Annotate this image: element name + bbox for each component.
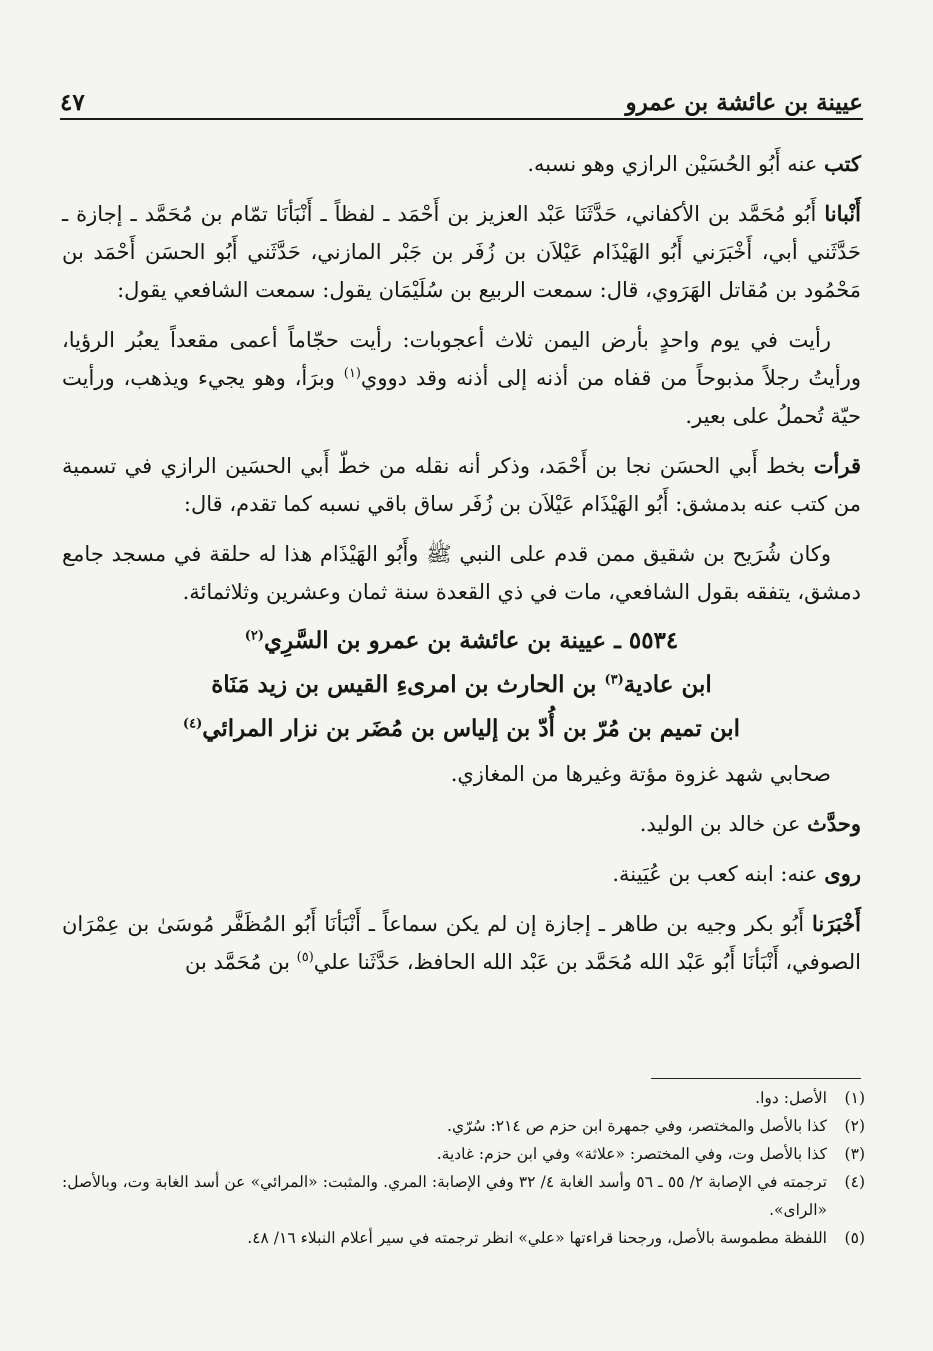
footnote-number: (١) (844, 1089, 865, 1107)
entry-line-3: ابن تميم بن مُرّ بن أُدّ بن إلياس بن مُضَر بن نزار المرائي (202, 715, 741, 742)
paragraph-keyword: قرأت (813, 453, 861, 478)
paragraph-7 (62, 805, 861, 843)
paragraph-text: أَبُو بكر وجيه بن طاهر ـ إجازة إن لم يكن سماعاً ـ أَنْبَأنَا أَبُو المُظَفَّر مُوسَىٰ بن عِمْرَان الصوفي، أَنْبَأنَا أَبُو عَبْد الله مُحَمَّد بن عَبْد الله الحافظ، حَدَّثَنا علي (62, 912, 861, 974)
footnotes (62, 1084, 865, 1252)
footnote-text: الأصل: دوا. (755, 1089, 827, 1107)
footnote-ref[interactable]: (١) (343, 366, 361, 381)
footnote-number: (٤) (844, 1173, 865, 1191)
paragraph-keyword: أَنْبانا (824, 201, 861, 226)
paragraph-text: بن مُحَمَّد بن (185, 950, 297, 974)
paragraph-text: وبرَأ، وهو يجيء ويذهب، ورأيت حيّة تُحملُ على بعير. (62, 366, 861, 428)
paragraph-keyword: أَخْبَرَنا (812, 911, 861, 936)
footnote-text: ترجمته في الإصابة ٢/ ٥٥ ـ ٥٦ وأسد الغابة ٤/ ٣٢ وفي الإصابة: المري. والمثبت: «المرائي» عن أسد الغابة وت، وبالأصل: «الراى». (62, 1173, 827, 1219)
paragraph-3 (62, 321, 861, 435)
footnote-item (62, 1168, 865, 1224)
paragraph-text: صحابي شهد غزوة مؤتة وغيرها من المغازي. (450, 762, 831, 786)
header-rule (60, 118, 863, 120)
footnote-item (62, 1112, 865, 1140)
paragraph-1 (62, 145, 861, 183)
running-header (60, 80, 863, 116)
footnote-item (62, 1084, 865, 1112)
paragraph-keyword: روى (824, 861, 861, 886)
paragraph-text: عنه أَبُو الحُسَيْن الرازي وهو نسبه. (527, 152, 825, 176)
page-number: ٤٧ (60, 89, 85, 116)
main-text (62, 145, 861, 981)
footnote-ref[interactable]: (٢) (244, 628, 265, 644)
footnote-number: (٣) (844, 1145, 865, 1163)
entry-line-1: ٥٥٣٤ ـ عيينة بن عائشة بن عمرو بن السَّرِي (264, 627, 679, 654)
footnote-ref[interactable]: (٥) (296, 950, 314, 965)
footnote-number: (٢) (844, 1117, 865, 1135)
paragraph-text: أَبُو مُحَمَّد بن الأكفاني، حَدَّثَنَا عَبْد العزيز بن أَحْمَد ـ لفظاً ـ أَنْبَأنَا تمّام بن مُحَمَّد ـ إجازة ـ حَدَّثَني أبي، أَخْبَرَني أَبُو الهَيْذَام عَيْلاَن بن زُفَر بن جَبْر المازني، حَدَّثَني أَبُو الحسَن أَحْمَد بن مَحْمُود بن مُقاتل الهَرَوي، قال: سمعت الربيع بن سُلَيْمَان يقول: سمعت الشافعي يقول: (62, 202, 861, 302)
paragraph-text: عن خالد بن الوليد. (639, 812, 808, 836)
paragraph-text: وكان شُرَيح بن شقيق ممن قدم على النبي ﷺ وأَبُو الهَيْذَام هذا له حلقة في مسجد جامع دمشق، يتفقه بقول الشافعي، مات في ذي القعدة سنة ثمان وعشرين وثلاثمائة. (62, 542, 861, 604)
paragraph-2 (62, 195, 861, 309)
paragraph-8 (62, 855, 861, 893)
footnote-ref[interactable]: (٣) (604, 672, 624, 688)
entry-line-2: ابن عادية (623, 671, 712, 698)
entry-heading (62, 619, 861, 751)
paragraph-keyword: كتب (824, 151, 861, 176)
paragraph-4 (62, 447, 861, 523)
footnote-number: (٥) (844, 1229, 865, 1247)
paragraph-text: بخط أَبي الحسَن نجا بن أَحْمَد، وذكر أنه نقله من خطّ أَبي الحسَين الرازي في تسمية من كتب عنه بدمشق: أَبُو الهَيْذَام عَيْلاَن بن زُفَر ساق باقي نسبه كما تقدم، قال: (62, 454, 861, 516)
footnote-separator (651, 1078, 861, 1079)
paragraph-text: عنه: ابنه كعب بن عُيَينة. (612, 862, 825, 886)
footnote-text: كذا بالأصل وت، وفي المختصر: «علاثة» وفي ابن حزم: غادية. (436, 1145, 827, 1163)
paragraph-9 (62, 905, 861, 981)
paragraph-6 (62, 755, 861, 793)
paragraph-text: رأيت في يوم واحدٍ بأرض اليمن ثلاث أعجوبات: رأيت حجّاماً أعمى مقعداً يعبُر الرؤيا، ورأيتُ رجلاً مذبوحاً من قفاه من أذنه إلى أذنه وقد دووي (62, 328, 861, 390)
paragraph-keyword: وحدَّث (807, 811, 861, 836)
paragraph-5 (62, 535, 861, 611)
footnote-ref[interactable]: (٤) (182, 716, 203, 732)
entry-line-2-rest: بن الحارث بن امرىءِ القيس بن زيد مَنَاة (211, 671, 605, 698)
footnote-text: اللفظة مطموسة بالأصل، ورجحنا قراءتها «علي» انظر ترجمته في سير أعلام النبلاء ١٦/ ٤٨. (247, 1229, 827, 1247)
footnote-item (62, 1140, 865, 1168)
footnote-item (62, 1224, 865, 1252)
footnote-text: كذا بالأصل والمختصر، وفي جمهرة ابن حزم ص ٢١٤: سُرّي. (447, 1117, 827, 1135)
header-title: عيينة بن عائشة بن عمرو (625, 89, 863, 116)
